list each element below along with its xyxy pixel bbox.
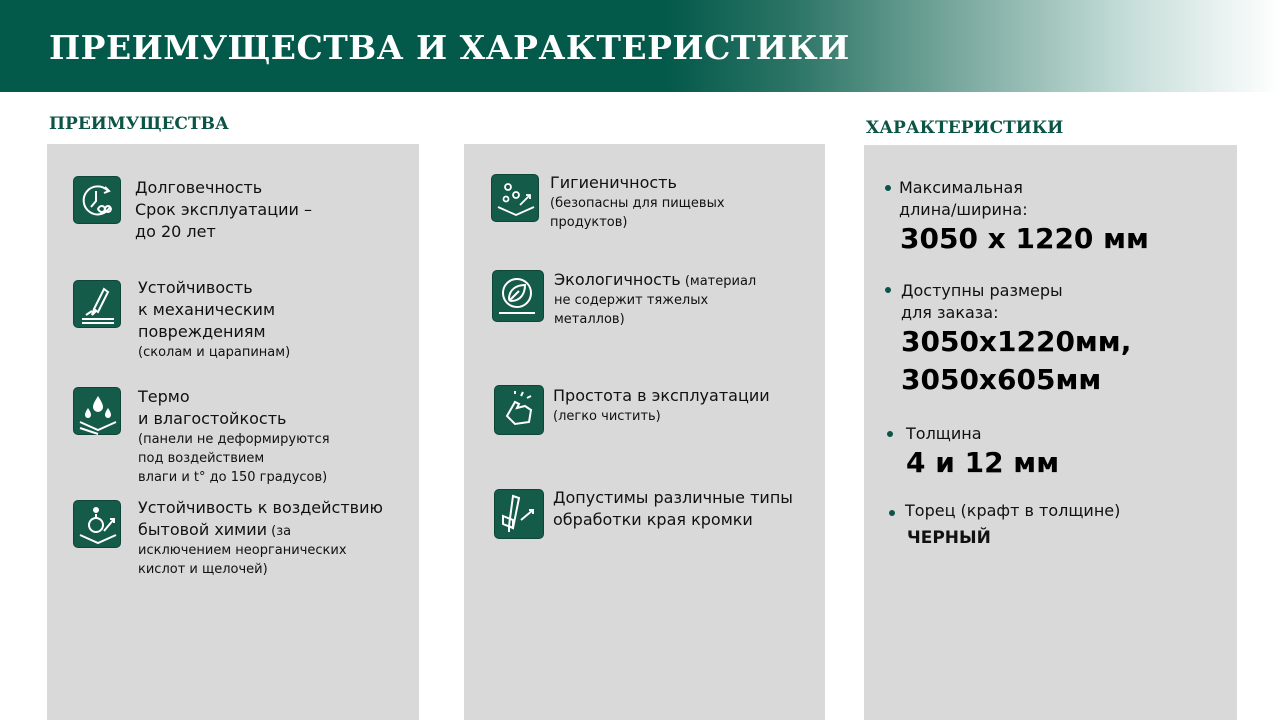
scratch-pen-icon: [73, 280, 121, 328]
bullet: [885, 287, 891, 293]
edge-value: ЧЕРНЫЙ: [907, 528, 991, 548]
max-size-label: Максимальная длина/ширина:: [899, 178, 1028, 219]
thickness-value: 4 и 12 мм: [906, 446, 1060, 479]
cleaning-hand-icon: [494, 385, 544, 435]
order-sizes-label: Доступны размеры для заказа:: [901, 281, 1063, 322]
characteristics-heading: ХАРАКТЕРИСТИКИ: [866, 118, 1064, 138]
hygiene-text: Гигиеничность (безопасны для пищевых продуктов): [550, 173, 725, 230]
drops-icon: [73, 387, 121, 435]
bullet: [887, 431, 893, 437]
thickness-label: Толщина: [906, 424, 982, 443]
flask-icon: [73, 500, 121, 548]
leaf-icon: [492, 270, 544, 322]
mechanical-resistance-text: Устойчивость к механическим повреждениям (сколам и царапинам): [138, 278, 291, 360]
durability-text: Долговечность Срок эксплуатации – до 20 лет: [135, 178, 312, 241]
ecology-text: Экологичность (материал не содержит тяжелых металлов): [554, 270, 757, 327]
thermo-moisture-text: Термо и влагостойкость (панели не деформируются под воздействием влаги и t° до 150 градусов): [138, 387, 330, 485]
edge-tool-icon: [494, 489, 544, 539]
bullet: [885, 185, 891, 191]
order-size-value-1: 3050х1220мм,: [901, 325, 1132, 358]
title-banner: [0, 0, 1280, 92]
clock-infinity-icon: [73, 176, 121, 224]
advantages-heading: ПРЕИМУЩЕСТВА: [49, 114, 229, 134]
chemical-resistance-text: Устойчивость к воздействию бытовой химии (за исключением неорганических кислот и щелочей): [138, 498, 383, 577]
easy-maintenance-text: Простота в эксплуатации (легко чистить): [553, 386, 770, 424]
edge-processing-text: Допустимы различные типы обработки края кромки: [553, 488, 793, 529]
germs-icon: [491, 174, 539, 222]
page-title: ПРЕИМУЩЕСТВА И ХАРАКТЕРИСТИКИ: [49, 28, 850, 67]
bullet: [889, 510, 895, 516]
order-size-value-2: 3050х605мм: [901, 363, 1102, 396]
max-size-value: 3050 х 1220 мм: [900, 222, 1149, 255]
edge-label: Торец (крафт в толщине): [905, 501, 1121, 520]
